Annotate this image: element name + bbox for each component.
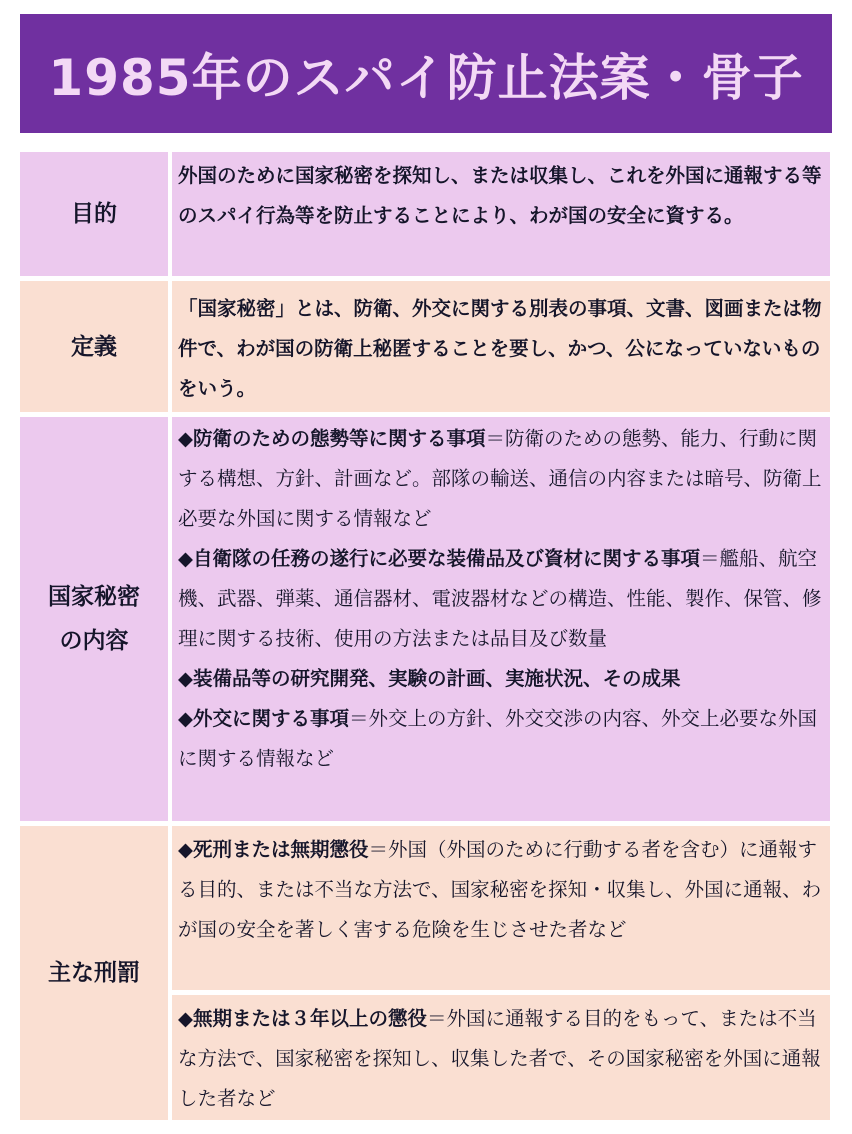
row-label-secret-contents-line1: 国家秘密 — [48, 584, 140, 610]
row-content-definition: 「国家秘密」とは、防衛、外交に関する別表の事項、文書、図画または物件で、わが国の防衛上秘匿することを要し、かつ、公になっていないものをいう。 — [172, 281, 830, 412]
page-title: 1985年のスパイ防止法案・骨子 — [20, 14, 832, 133]
row-purpose — [20, 152, 830, 276]
secret-item — [178, 419, 824, 539]
secret-item-body: ＝艦船、航空機、武器、弾薬、通信器材、電波器材などの構造、性能、製作、保管、修理に関する技術、使用の方法または品目及び数量 — [178, 547, 822, 650]
penalty-item-body: ＝外国に通報する目的をもって、または不当な方法で、国家秘密を探知し、収集した者で、その国家秘密を外国に通報した者など — [178, 1007, 821, 1110]
penalty-item — [172, 995, 830, 1120]
row-penalties — [20, 826, 830, 1120]
row-secret-contents — [20, 417, 830, 821]
row-label-secret-contents — [20, 417, 168, 821]
row-label-penalties: 主な刑罰 — [20, 826, 168, 1120]
row-content-purpose: 外国のために国家秘密を探知し、または収集し、これを外国に通報する等のスパイ行為等を防止することにより、わが国の安全に資する。 — [172, 152, 830, 276]
row-content-secret-contents — [172, 417, 830, 821]
secret-item — [178, 539, 824, 659]
penalties-cells — [172, 826, 830, 1120]
secret-item — [178, 659, 824, 699]
row-definition — [20, 281, 830, 412]
secret-item-heading: ◆外交に関する事項 — [178, 707, 349, 730]
penalty-item-body: ＝外国（外国のために行動する者を含む）に通報する目的、または不当な方法で、国家秘密を探知・収集し、外国に通報、わが国の安全を著しく害する危険を生じさせた者など — [178, 838, 822, 941]
secret-item — [178, 699, 824, 779]
secret-item-body: ＝防衛のための態勢、能力、行動に関する構想、方針、計画など。部隊の輸送、通信の内容または暗号、防衛上必要な外国に関する情報など — [178, 427, 822, 530]
row-label-definition: 定義 — [20, 281, 168, 412]
secret-item-heading: ◆防衛のための態勢等に関する事項 — [178, 427, 486, 450]
row-label-secret-contents-line2: の内容 — [59, 628, 129, 654]
penalty-item — [172, 826, 830, 990]
secret-item-heading: ◆装備品等の研究開発、実験の計画、実施状況、その成果 — [178, 667, 681, 690]
penalty-item-heading: ◆無期または３年以上の懲役 — [178, 1007, 427, 1030]
penalty-item-heading: ◆死刑または無期懲役 — [178, 838, 369, 861]
secret-item-body: ＝外交上の方針、外交交渉の内容、外交上必要な外国に関する情報など — [178, 707, 818, 770]
secret-item-heading: ◆自衛隊の任務の遂行に必要な装備品及び資材に関する事項 — [178, 547, 700, 570]
row-label-purpose: 目的 — [20, 152, 168, 276]
